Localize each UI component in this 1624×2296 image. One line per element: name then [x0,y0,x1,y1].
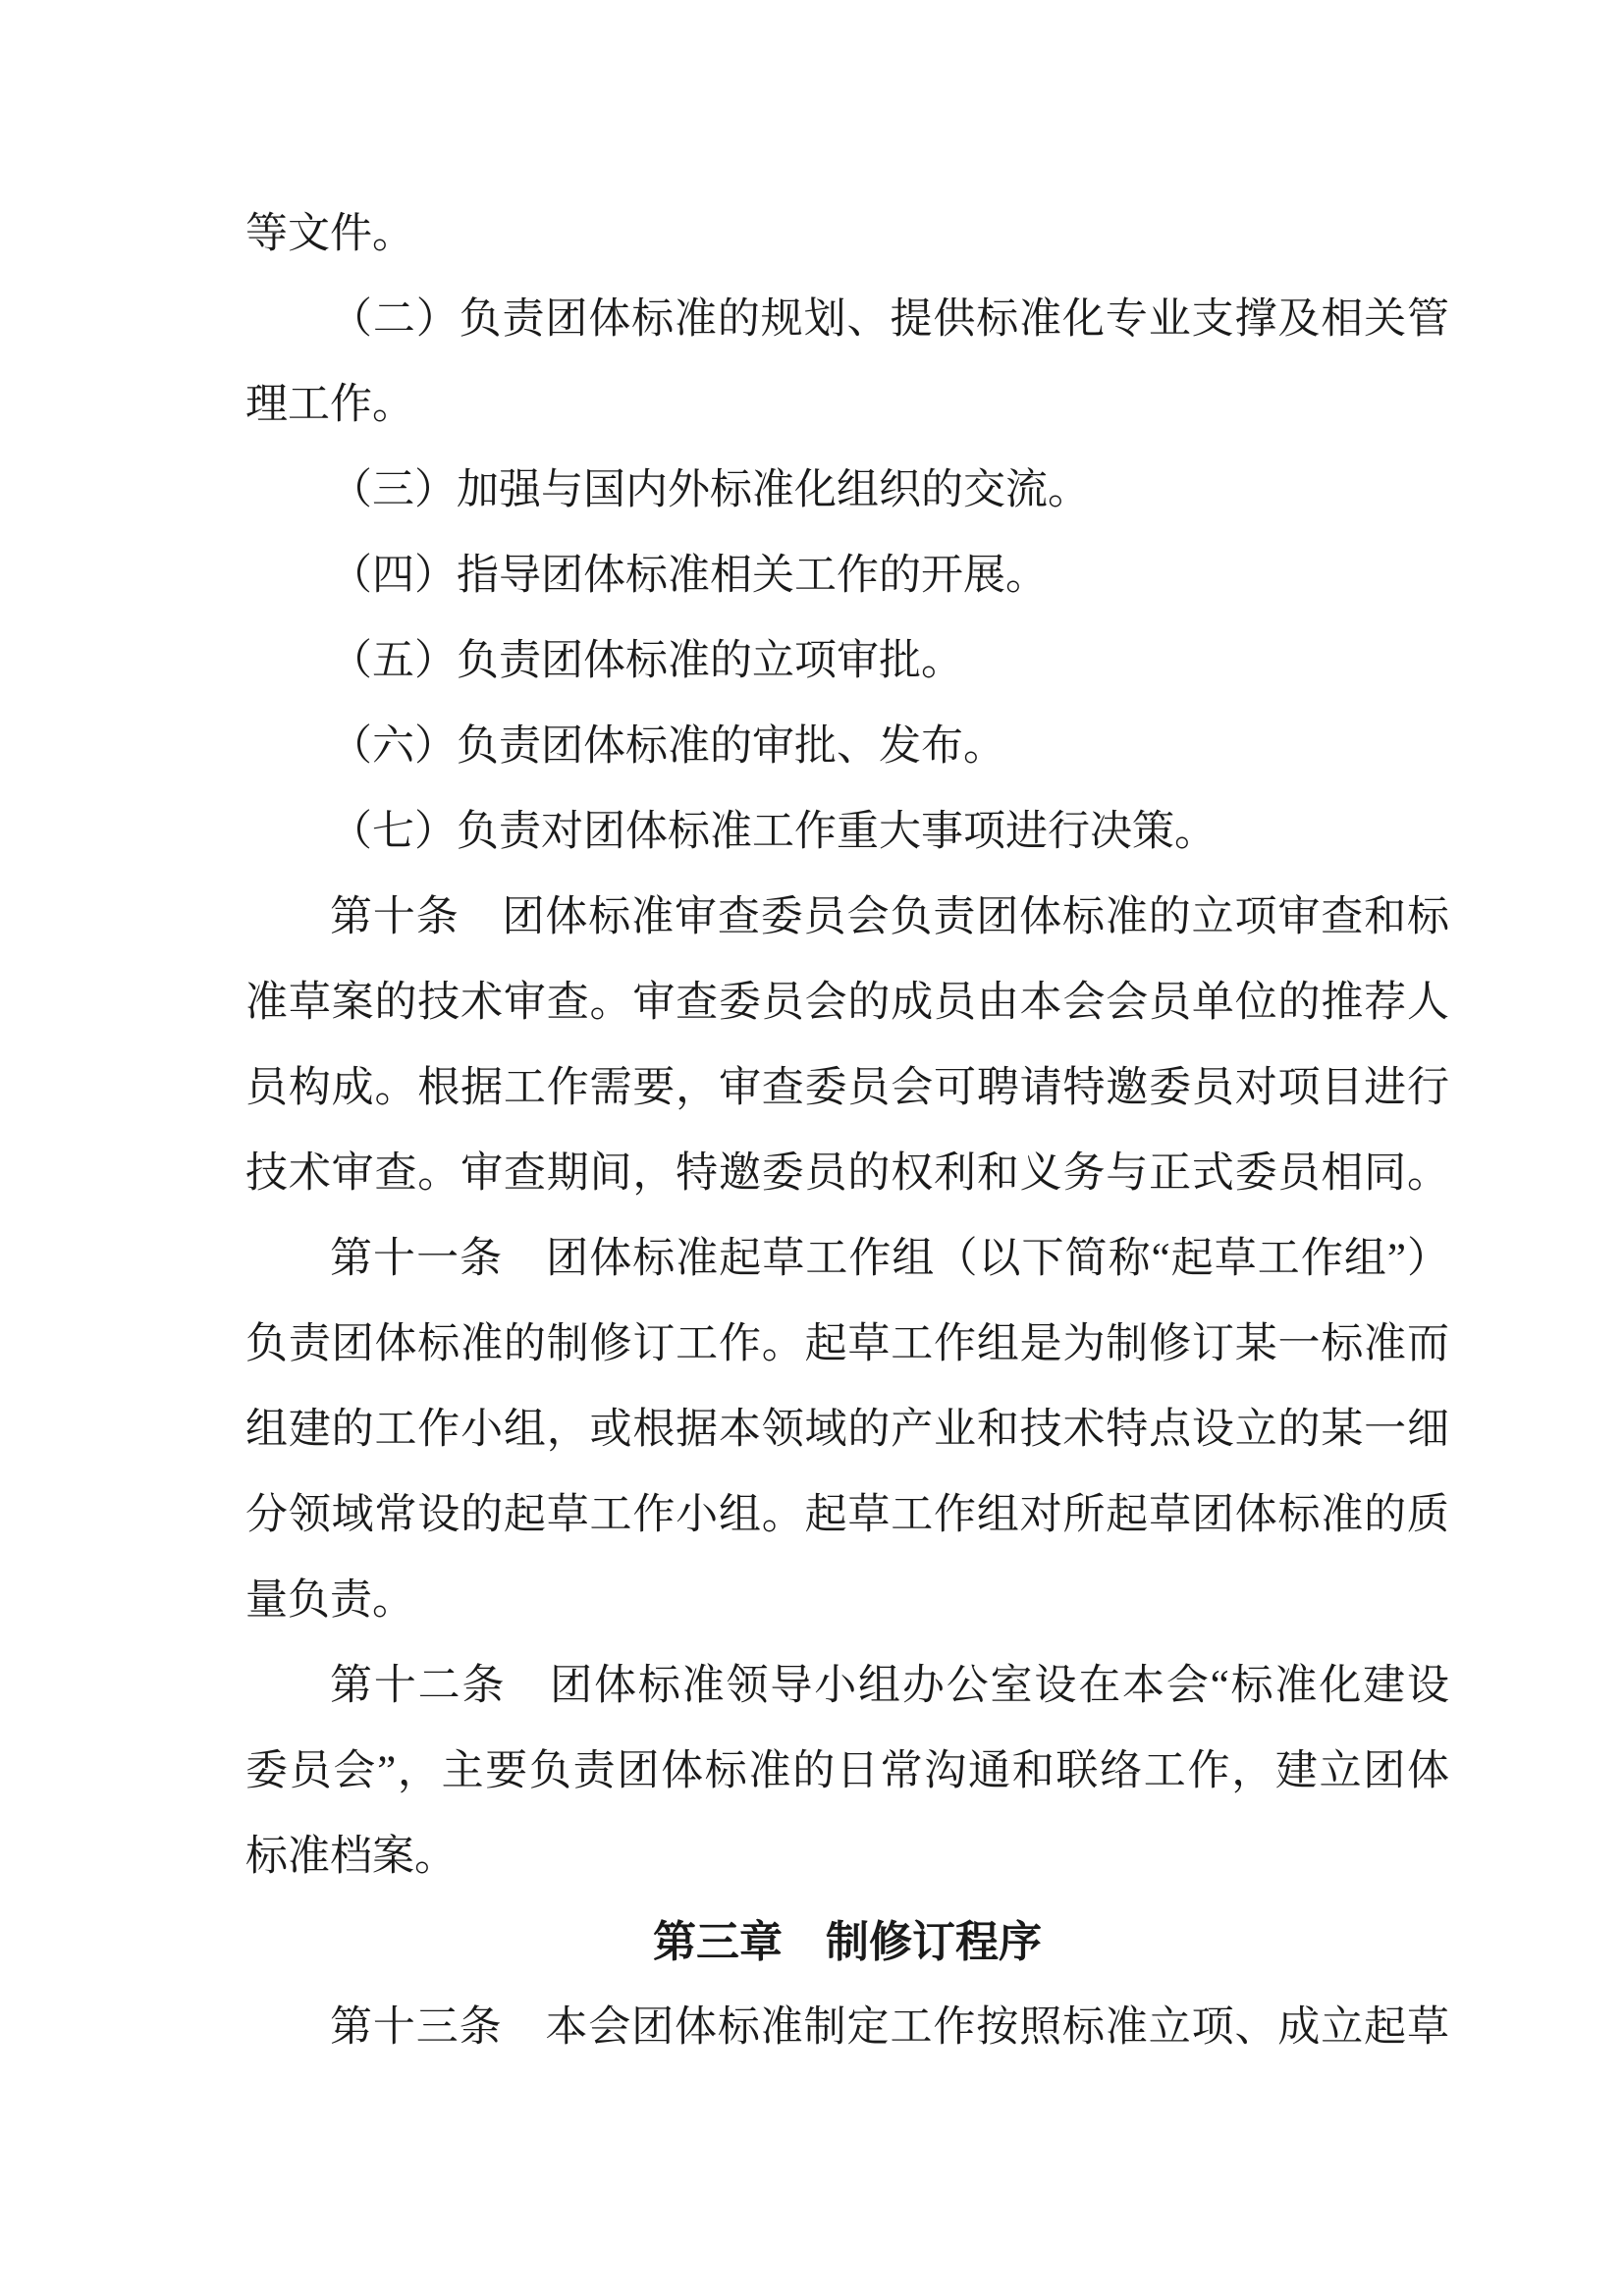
text-line: 委员会”，主要负责团体标准的日常沟通和联络工作，建立团体 [245,1748,1449,1794]
text-line: 分领域常设的起草工作小组。起草工作组对所起草团体标准的质 [245,1492,1449,1538]
text-line: 第十条 团体标准审查委员会负责团体标准的立项审查和标 [330,894,1449,940]
text-line: 第十三条 本会团体标准制定工作按照标准立项、成立起草 [330,2004,1449,2051]
text-line: 理工作。 [245,382,414,428]
text-line: 标准档案。 [245,1834,457,1880]
text-line: 准草案的技术审查。审查委员会的成员由本会会员单位的推荐人 [245,980,1449,1026]
text-line: （五）负责团体标准的立项审批。 [330,638,963,684]
text-line: 第十二条 团体标准领导小组办公室设在本会“标准化建设 [330,1663,1449,1709]
text-line: 技术审查。审查期间，特邀委员的权利和义务与正式委员相同。 [245,1150,1449,1197]
text-line: （六）负责团体标准的审批、发布。 [330,723,1005,770]
text-line: 量负责。 [245,1577,414,1624]
text-line: 负责团体标准的制修订工作。起草工作组是为制修订某一标准而 [245,1321,1449,1367]
text-line: （三）加强与国内外标准化组织的交流。 [330,467,1090,513]
text-line: （二）负责团体标准的规划、提供标准化专业支撑及相关管 [330,296,1449,343]
text-line: 第十一条 团体标准起草工作组（以下简称“起草工作组”） [330,1236,1449,1282]
document-text-block [245,191,1449,2070]
text-line: 等文件。 [245,211,414,257]
text-line: 员构成。根据工作需要，审查委员会可聘请特邀委员对项目进行 [245,1065,1449,1111]
chapter-heading: 第三章 制修订程序 [653,1918,1042,1966]
text-line: 组建的工作小组，或根据本领域的产业和技术特点设立的某一细 [245,1407,1449,1453]
text-line: （七）负责对团体标准工作重大事项进行决策。 [330,809,1217,855]
text-line: （四）指导团体标准相关工作的开展。 [330,553,1048,599]
